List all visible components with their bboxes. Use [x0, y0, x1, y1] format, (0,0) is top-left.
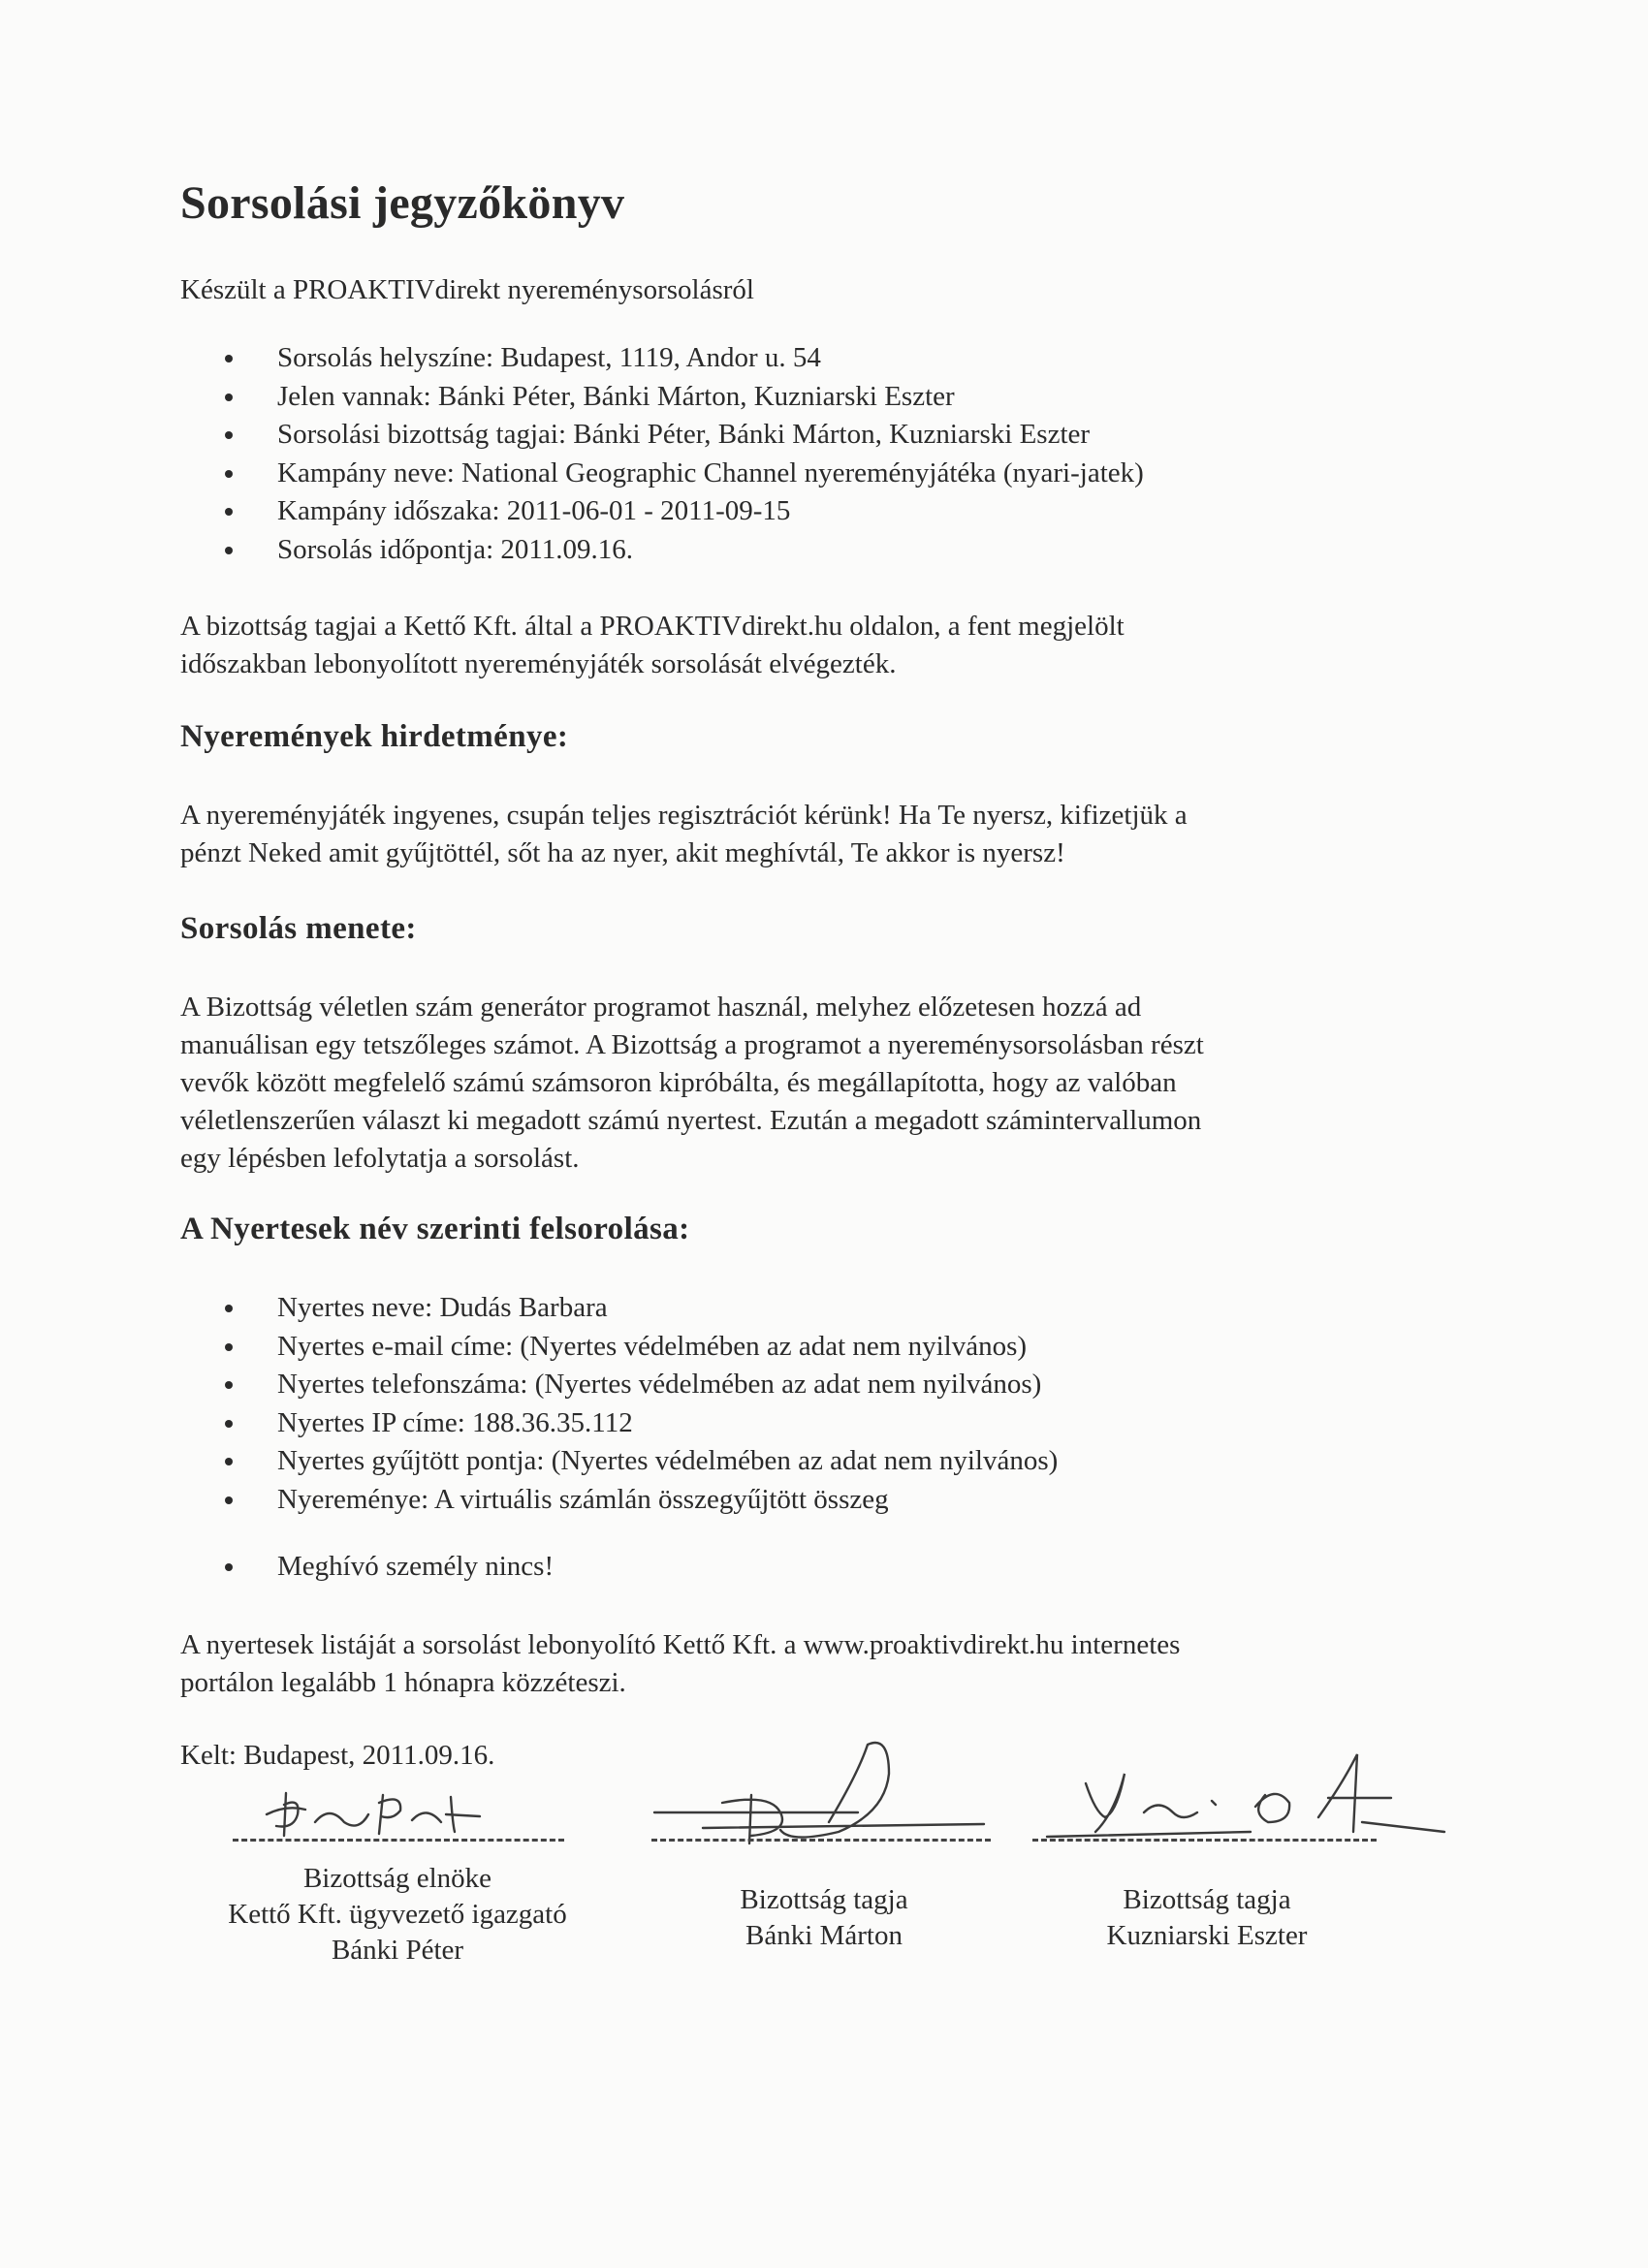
list-item: Jelen vannak: Bánki Péter, Bánki Márton, Kuzniarski Eszter — [180, 378, 1144, 417]
signature-banki-peter — [247, 1776, 557, 1843]
bullet-icon — [225, 431, 233, 439]
list-item: Sorsolás időpontja: 2011.09.16. — [180, 531, 1144, 570]
winners-list — [180, 1289, 1058, 1519]
process-heading: Sorsolás menete: — [180, 911, 417, 946]
intro-paragraph: A bizottság tagjai a Kettő Kft. által a PROAKTIVdirekt.hu oldalon, a fent megjelölt időszakban lebonyolított nyereményjáték sorsolását elvégezték. — [180, 611, 1125, 679]
bullet-icon — [225, 547, 233, 554]
bullet-icon — [225, 355, 233, 362]
document-title: Sorsolási jegyzőkönyv — [180, 177, 625, 229]
bullet-icon — [225, 508, 233, 516]
signature-line — [651, 1839, 991, 1842]
draw-details-list — [180, 339, 1144, 569]
signatory-member-marton: Bizottság tagja Bánki Márton — [740, 1884, 908, 1951]
publication-paragraph: A nyertesek listáját a sorsolást lebonyolító Kettő Kft. a www.proaktivdirekt.hu internetes portálon legalább 1 hónapra közzéteszi. — [180, 1629, 1181, 1698]
list-item: Meghívó személy nincs! — [180, 1548, 554, 1587]
signature-banki-marton — [635, 1735, 1013, 1851]
list-item: Sorsolás helyszíne: Budapest, 1119, Andor u. 54 — [180, 339, 1144, 378]
bullet-icon — [225, 1343, 233, 1351]
list-item: Nyereménye: A virtuális számlán összegyűjtött összeg — [180, 1481, 1058, 1520]
bullet-icon — [225, 470, 233, 478]
list-item: Nyertes IP címe: 188.36.35.112 — [180, 1404, 1058, 1443]
bullet-icon — [225, 1563, 233, 1571]
prizes-paragraph: A nyereményjáték ingyenes, csupán teljes regisztrációt kérünk! Ha Te nyersz, kifizetjük a pénzt Neked amit gyűjtöttél, sőt ha az nyer, akit meghívtál, Te akkor is nyersz! — [180, 800, 1188, 868]
document-subtitle: Készült a PROAKTIVdirekt nyereménysorsolásról — [180, 274, 754, 305]
process-paragraph: A Bizottság véletlen szám generátor programot használ, melyhez előzetesen hozzá ad manuálisan egy tetszőleges számot. A Bizottság a programot a nyereménysorsolásban részt vevők között megfelelő számú számsoron kipróbálta, és megállapította, hogy az valóban véletlenszerűen választ ki megadott számú nyertest. Ezután a megadott számintervallumon egy lépésben lefolytatja a sorsolást. — [180, 992, 1204, 1174]
winners-heading: A Nyertesek név szerinti felsorolása: — [180, 1212, 690, 1246]
list-item: Nyertes gyűjtött pontja: (Nyertes védelmében az adat nem nyilvános) — [180, 1442, 1058, 1481]
referrer-list — [180, 1548, 554, 1587]
bullet-icon — [225, 1458, 233, 1465]
list-item: Nyertes neve: Dudás Barbara — [180, 1289, 1058, 1328]
signature-kuzniarski-eszter — [1028, 1745, 1454, 1851]
bullet-icon — [225, 1305, 233, 1312]
list-item: Kampány időszaka: 2011-06-01 - 2011-09-15 — [180, 492, 1144, 531]
list-item: Nyertes telefonszáma: (Nyertes védelmében az adat nem nyilvános) — [180, 1366, 1058, 1404]
bullet-icon — [225, 1496, 233, 1504]
bullet-icon — [225, 1420, 233, 1428]
prizes-heading: Nyeremények hirdetménye: — [180, 719, 569, 754]
bullet-icon — [225, 394, 233, 401]
signatory-member-eszter: Bizottság tagja Kuzniarski Eszter — [1106, 1884, 1308, 1951]
signature-line — [1032, 1839, 1377, 1842]
date-line: Kelt: Budapest, 2011.09.16. — [180, 1740, 495, 1771]
list-item: Sorsolási bizottság tagjai: Bánki Péter, Bánki Márton, Kuzniarski Eszter — [180, 416, 1144, 455]
list-item: Kampány neve: National Geographic Channel nyereményjátéka (nyari-jatek) — [180, 455, 1144, 493]
bullet-icon — [225, 1381, 233, 1389]
signatory-chair: Bizottság elnöke Kettő Kft. ügyvezető igazgató Bánki Péter — [228, 1863, 567, 1966]
list-item: Nyertes e-mail címe: (Nyertes védelmében az adat nem nyilvános) — [180, 1328, 1058, 1367]
signature-line — [233, 1839, 564, 1842]
